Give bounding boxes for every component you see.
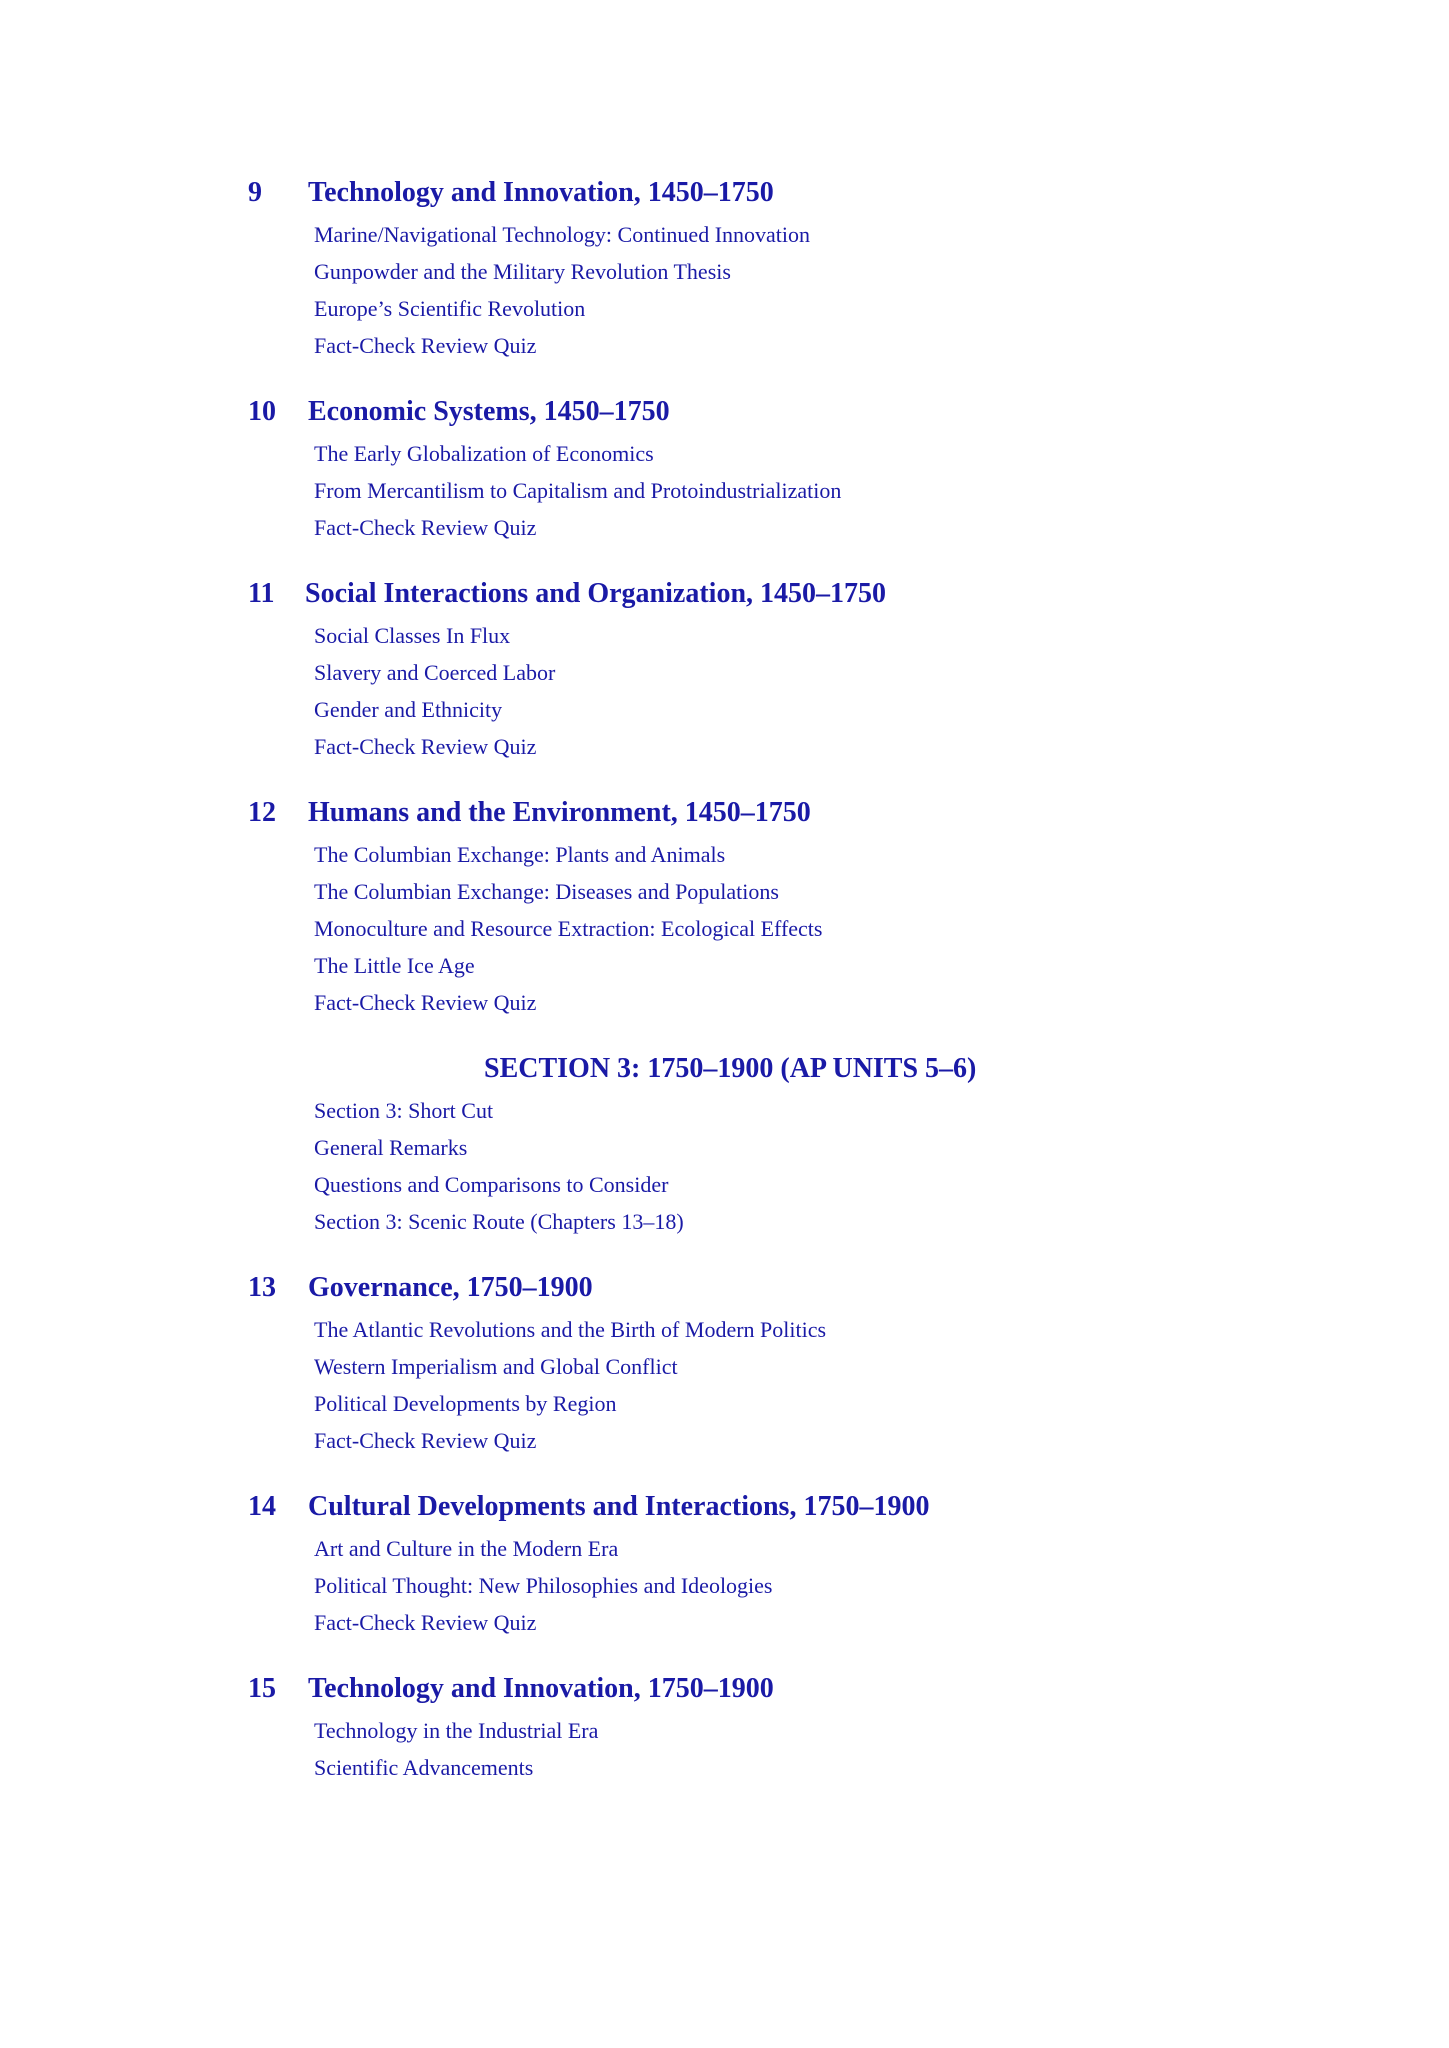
toc-entry-link[interactable]: Monoculture and Resource Extraction: Ecological Effects (314, 916, 823, 941)
toc-entry-link[interactable]: The Columbian Exchange: Plants and Animals (314, 842, 726, 867)
chapter-number: 13 (248, 1272, 276, 1303)
chapter-heading[interactable] (0, 571, 1449, 617)
toc-item-list (0, 1712, 1449, 1786)
chapter-15 (0, 1666, 1449, 1786)
toc-entry-link[interactable]: Fact-Check Review Quiz (314, 515, 537, 540)
chapter-13 (0, 1265, 1449, 1459)
toc-entry-link[interactable]: Fact-Check Review Quiz (314, 1428, 537, 1453)
toc-entry-link[interactable]: Fact-Check Review Quiz (314, 1610, 537, 1635)
chapter-heading[interactable] (0, 1484, 1449, 1530)
chapter-heading[interactable] (0, 1265, 1449, 1311)
chapter-number: 9 (248, 177, 262, 208)
toc-entry-link[interactable]: The Columbian Exchange: Diseases and Populations (314, 879, 779, 904)
toc-item-list (0, 435, 1449, 546)
toc-entry-link[interactable]: Marine/Navigational Technology: Continued Innovation (314, 222, 811, 247)
toc-entry-link[interactable]: Fact-Check Review Quiz (314, 333, 537, 358)
toc-item-list (0, 1311, 1449, 1459)
chapter-9 (0, 170, 1449, 364)
chapter-number: 12 (248, 797, 276, 828)
toc-entry-link[interactable]: Fact-Check Review Quiz (314, 990, 537, 1015)
chapter-title[interactable]: Economic Systems, 1450–1750 (308, 396, 670, 427)
toc-entry-link[interactable]: Western Imperialism and Global Conflict (314, 1354, 678, 1379)
chapter-number: 11 (248, 578, 275, 609)
toc-item-list (0, 836, 1449, 1021)
chapter-11 (0, 571, 1449, 765)
toc-entry-link[interactable]: Art and Culture in the Modern Era (314, 1536, 619, 1561)
chapter-title[interactable]: Cultural Developments and Interactions, 1750–1900 (308, 1491, 930, 1522)
chapter-title[interactable]: Social Interactions and Organization, 1450–1750 (305, 578, 887, 609)
toc-item-list (0, 1092, 1449, 1240)
toc-entry-link[interactable]: Social Classes In Flux (314, 623, 511, 648)
chapter-heading[interactable] (0, 389, 1449, 435)
toc-entry-link[interactable]: Political Developments by Region (314, 1391, 617, 1416)
chapter-14 (0, 1484, 1449, 1641)
toc-entry-link[interactable]: The Early Globalization of Economics (314, 441, 654, 466)
toc-entry-link[interactable]: Europe’s Scientific Revolution (314, 296, 586, 321)
toc-entry-link[interactable]: Scientific Advancements (314, 1755, 534, 1780)
chapter-number: 15 (248, 1673, 276, 1704)
toc-item-list (0, 617, 1449, 765)
chapter-heading[interactable] (0, 790, 1449, 836)
chapter-title[interactable]: Governance, 1750–1900 (308, 1272, 593, 1303)
chapter-12 (0, 790, 1449, 1021)
toc-entry-link[interactable]: The Atlantic Revolutions and the Birth of Modern Politics (314, 1317, 827, 1342)
toc-entry-link[interactable]: Fact-Check Review Quiz (314, 734, 537, 759)
toc-entry-link[interactable]: Gunpowder and the Military Revolution Thesis (314, 259, 731, 284)
chapter-title[interactable]: Technology and Innovation, 1750–1900 (308, 1673, 774, 1704)
toc-entry-link[interactable]: Questions and Comparisons to Consider (314, 1172, 669, 1197)
section-heading[interactable]: SECTION 3: 1750–1900 (AP UNITS 5–6) (484, 1053, 977, 1084)
toc-entry-link[interactable]: From Mercantilism to Capitalism and Protoindustrialization (314, 478, 842, 503)
chapter-number: 14 (248, 1491, 276, 1522)
chapter-10 (0, 389, 1449, 546)
toc-item-list (0, 216, 1449, 364)
toc-entry-link[interactable]: Section 3: Short Cut (314, 1098, 494, 1123)
chapter-number: 10 (248, 396, 276, 427)
toc-entry-link[interactable]: Political Thought: New Philosophies and Ideologies (314, 1573, 773, 1598)
chapter-title[interactable]: Humans and the Environment, 1450–1750 (308, 797, 811, 828)
toc-item-list (0, 1530, 1449, 1641)
section-block (0, 1046, 1449, 1240)
chapter-heading[interactable] (0, 170, 1449, 216)
chapter-title[interactable]: Technology and Innovation, 1450–1750 (308, 177, 774, 208)
toc-entry-link[interactable]: Section 3: Scenic Route (Chapters 13–18) (314, 1209, 684, 1234)
toc-entry-link[interactable]: Slavery and Coerced Labor (314, 660, 556, 685)
chapter-heading[interactable] (0, 1666, 1449, 1712)
toc-entry-link[interactable]: Gender and Ethnicity (314, 697, 503, 722)
table-of-contents (0, 170, 1449, 1811)
toc-entry-link[interactable]: General Remarks (314, 1135, 468, 1160)
toc-entry-link[interactable]: Technology in the Industrial Era (314, 1718, 599, 1743)
toc-entry-link[interactable]: The Little Ice Age (314, 953, 475, 978)
